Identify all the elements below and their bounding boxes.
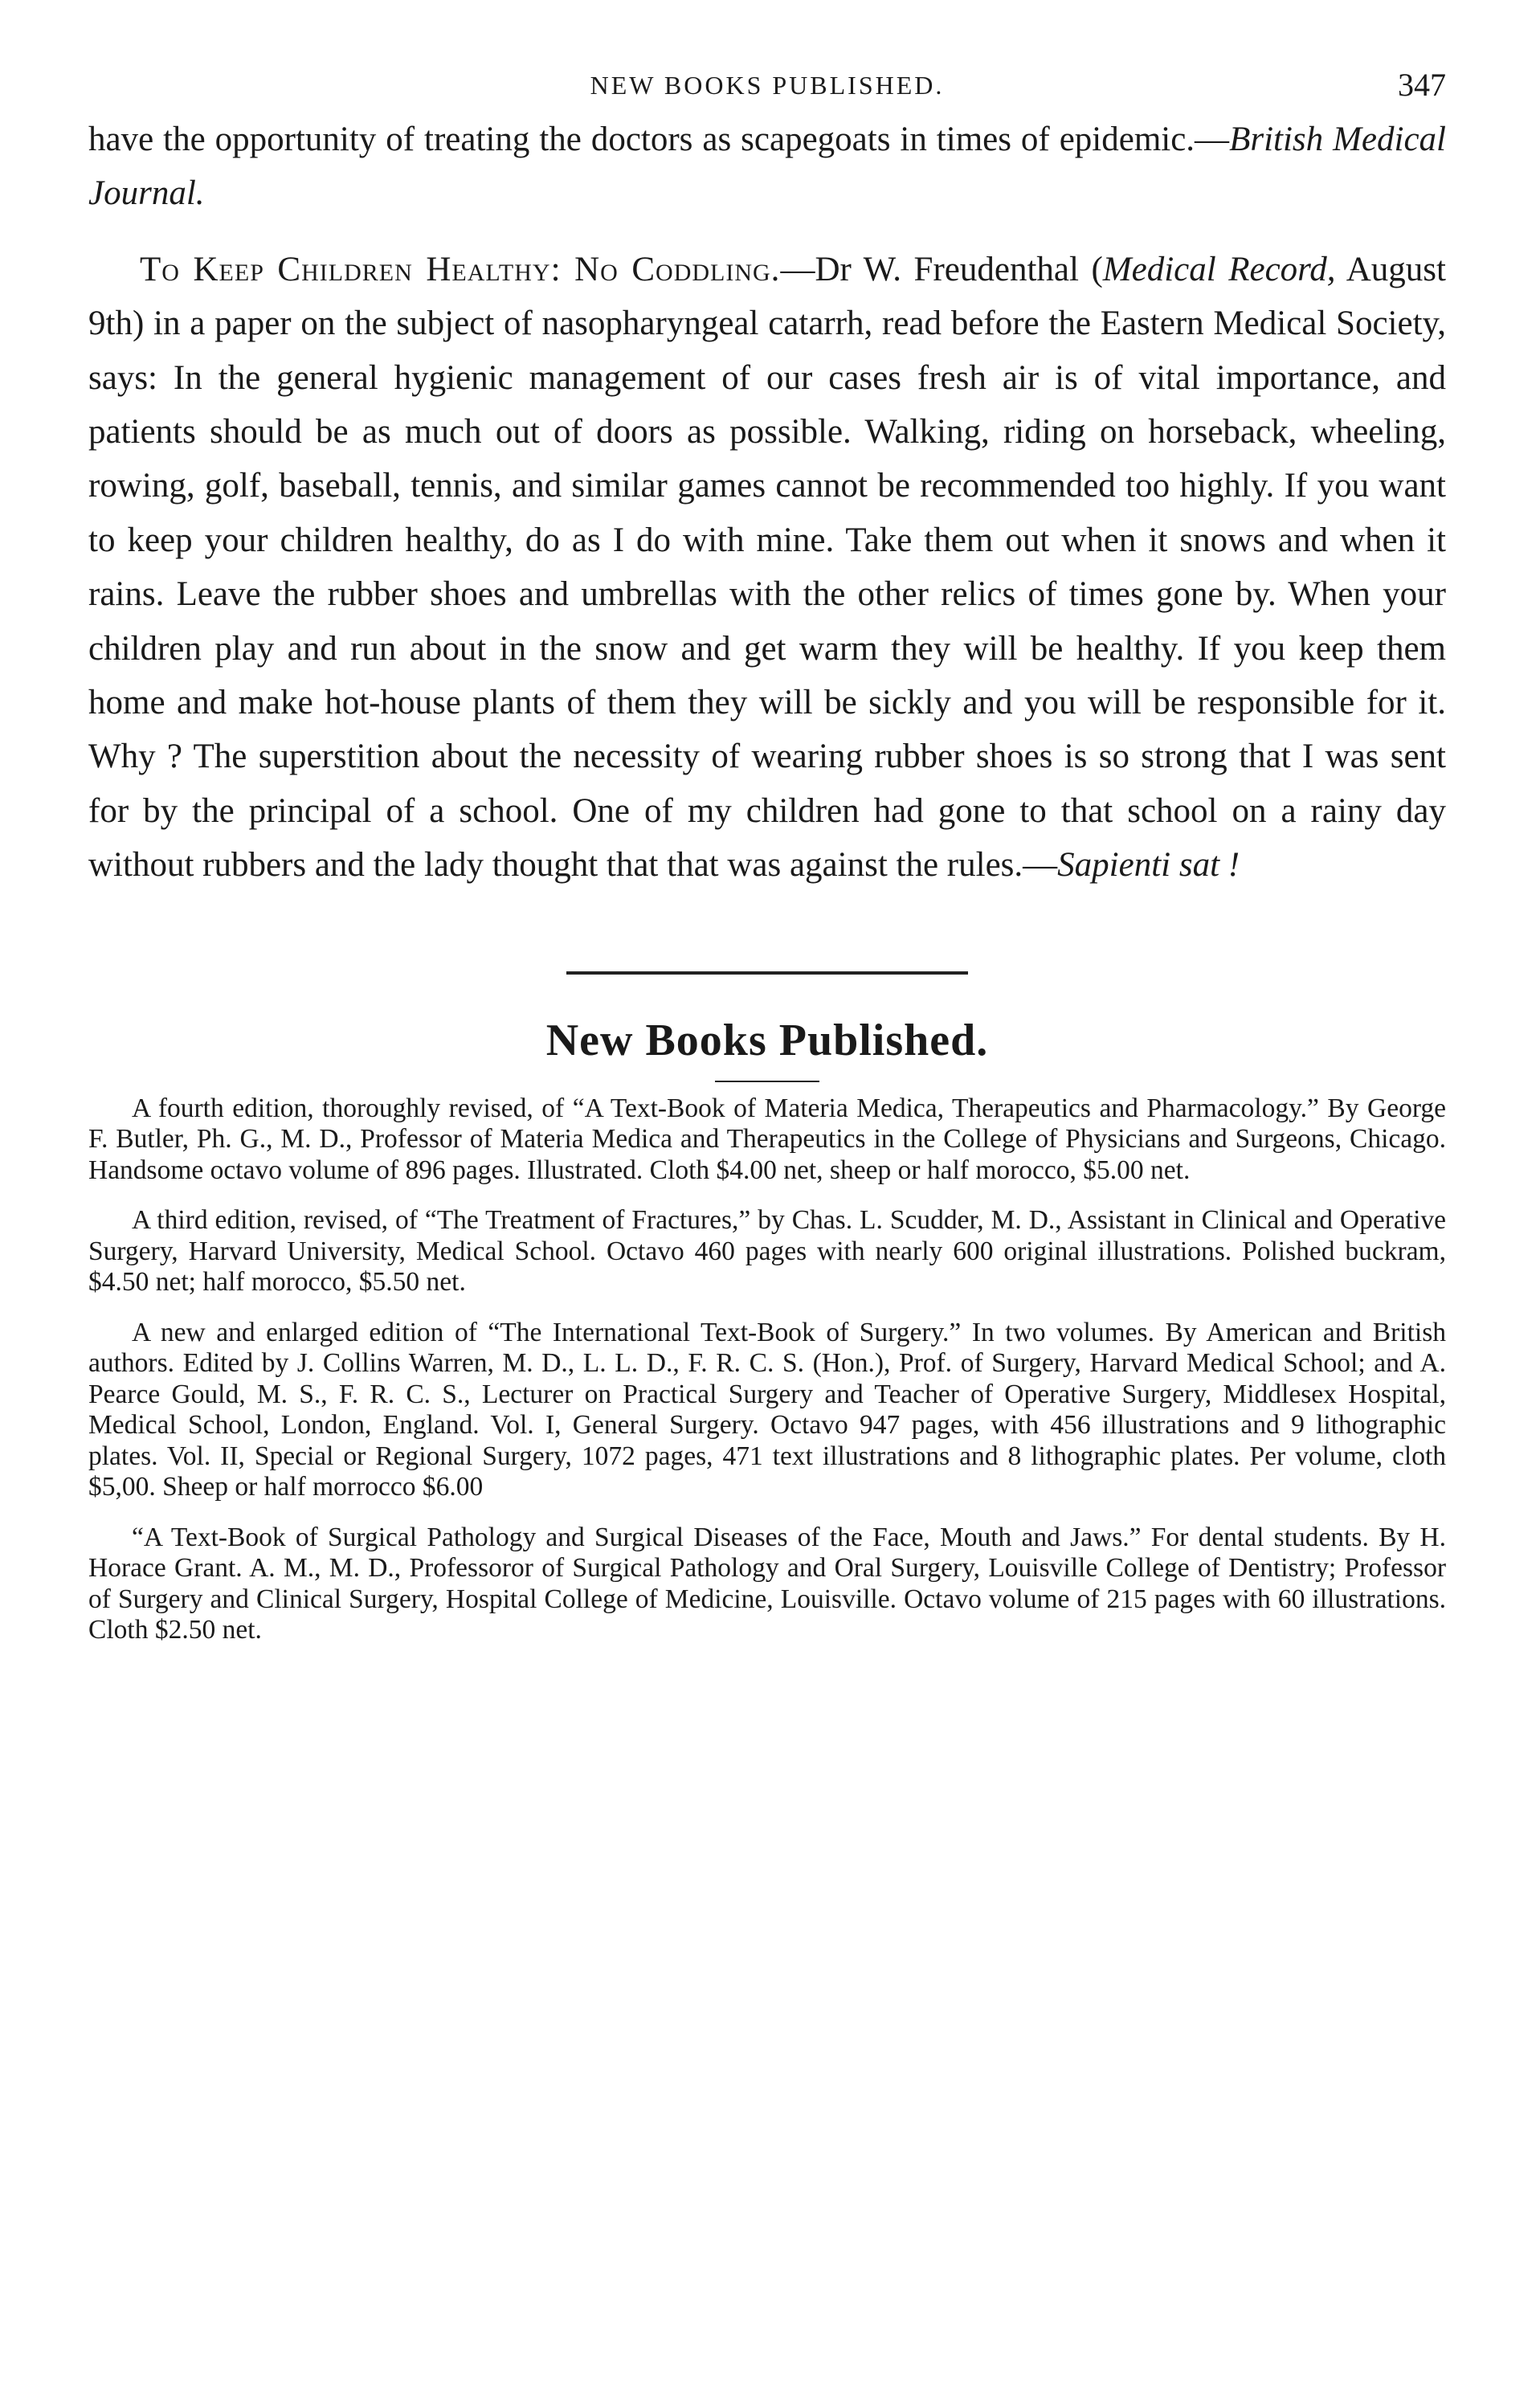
continuation-source: British Medical Journal. <box>88 121 1446 213</box>
continuation-text: have the opportunity of treating the doctors as scapegoats in times of epidemic.— <box>88 121 1230 158</box>
book-page <box>88 56 1446 1666</box>
book-notice: “A Text-Book of Surgical Pathology and Surgical Diseases of the Face, Mouth and Jaws.” For dental students. By H. Horace Grant. A. M., M. D., Professoror of Surgical Pathology and Oral Surgery, Louisville College of Dentistry; Professor of Surgery and Clinical Surgery, Hospital College of Medicine, Louisville. Octavo volume of 215 pages with 60 illustrations. Cloth $2.50 net. <box>88 1522 1446 1645</box>
continuation-paragraph <box>88 112 1446 221</box>
book-notice: A fourth edition, thoroughly revised, of “A Text-Book of Materia Medica, Therapeutics and Pharmacology.” By George F. Butler, Ph. G., M. D., Professor of Materia Medica and Therapeutics in the College of Physicians and Surgeons, Chicago. Handsome octavo volume of 896 pages. Illustrated. Cloth $4.00 net, sheep or half morocco, $5.00 net. <box>88 1093 1446 1185</box>
page-number: 347 <box>1398 67 1446 103</box>
article-closing: Sapienti sat ! <box>1057 846 1240 885</box>
running-head <box>88 56 1446 112</box>
running-title: NEW BOOKS PUBLISHED. <box>590 71 945 100</box>
book-notice: A third edition, revised, of “The Treatment of Fractures,” by Chas. L. Scudder, M. D., Assistant in Clinical and Operative Surgery, Harvard University, Medical School. Octavo 460 pages with nearly 600 original illustrations. Polished buckram, $4.50 net; half morocco, $5.50 net. <box>88 1205 1446 1298</box>
article-intro: —Dr W. Freudenthal ( <box>780 250 1103 288</box>
article-body: August 9th) in a paper on the subject of nasopharyngeal catarrh, read before the Eastern Medical Society, says: In the general hygienic management of our cases fresh air is of vital importance, and patients should be as much out of doors as possible. Walking, riding on horseback, wheeling, rowing, golf, baseball, tennis, and similar games cannot be recommended too highly. If you want to keep your children healthy, do as I do with mine. Take them out when it snows and when it rains. Leave the rubber shoes and umbrellas with the other relics of times gone by. When your children play and run about in the snow and get warm they will be healthy. If you keep them home and make hot-house plants of them they will be sickly and you will be responsible for it. Why ? The superstition about the necessity of wearing rubber shoes is so strong that I was sent for by the principal of a school. One of my children had gone to that school on a rainy day without rubbers and the lady thought that that was against the rules.— <box>88 250 1446 885</box>
article-journal: Medical Record, <box>1102 250 1336 288</box>
section-heading: New Books Published. <box>545 1015 989 1065</box>
article-paragraph <box>88 243 1446 893</box>
book-notices <box>88 1093 1446 1646</box>
body-text <box>88 112 1446 893</box>
article-heading: To Keep Children Healthy: No Coddling. <box>140 250 781 288</box>
section-divider <box>566 971 968 975</box>
book-notice: A new and enlarged edition of “The International Text-Book of Surgery.” In two volumes. By American and British authors. Edited by J. Collins Warren, M. D., L. L. D., F. R. C. S. (Hon.), Prof. of Surgery, Harvard Medical School; and A. Pearce Gould, M. S., F. R. C. S., Lecturer on Practical Surgery and Teacher of Operative Surgery, Middlesex Hospital, Medical School, London, England. Vol. I, General Surgery. Octavo 947 pages, with 456 illustrations and 9 lithographic plates. Vol. II, Special or Regional Surgery, 1072 pages, 471 text illustrations and 8 lithographic plates. Per volume, cloth $5,00. Sheep or half morrocco $6.00 <box>88 1317 1446 1502</box>
heading-underline <box>715 1081 819 1082</box>
